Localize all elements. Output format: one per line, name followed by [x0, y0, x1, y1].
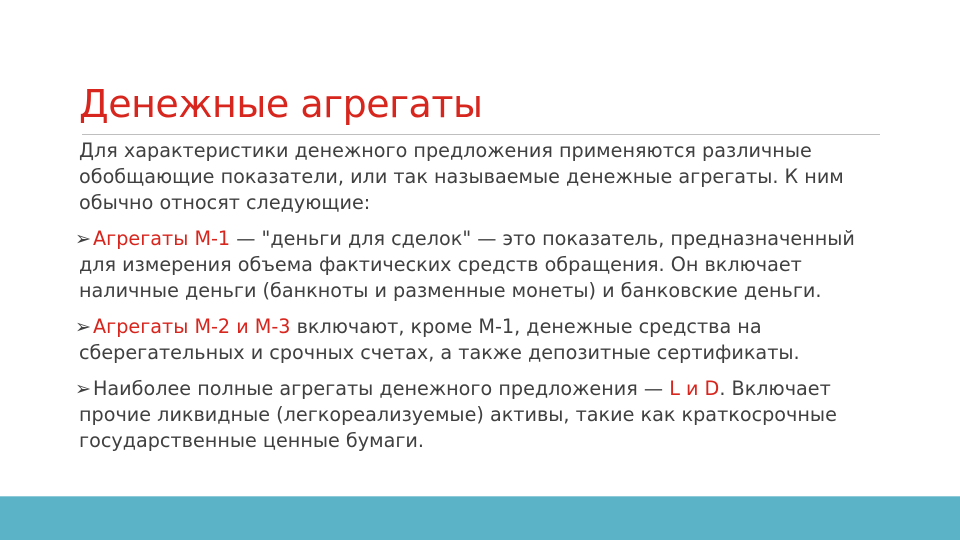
footer-bar	[0, 497, 960, 540]
slide-body	[79, 138, 889, 464]
bullet-text	[79, 314, 889, 366]
bullet-lead: Наиболее полные агрегаты денежного предложения —	[93, 377, 670, 400]
bullet-text	[79, 376, 889, 454]
bullet-item-m2-m3	[79, 314, 889, 366]
bullet-text	[79, 226, 889, 304]
arrow-bullet-icon	[75, 376, 91, 402]
bullet-item-m1	[79, 226, 889, 304]
slide-title: Денежные агрегаты	[79, 82, 483, 126]
bullet-item-l-d	[79, 376, 889, 454]
bullet-rest: — "деньги для сделок" — это показатель, предназначенный для измерения объема фактических средств обращения. Он включает наличные деньги (банкноты и разменные монеты) и банковские деньги.	[79, 227, 855, 302]
bullet-highlight: Агрегаты М-1	[93, 227, 231, 250]
title-divider	[82, 134, 880, 135]
arrow-bullet-icon	[75, 314, 91, 340]
bullet-rest: включают, кроме М-1, денежные средства на сберегательных и срочных счетах, а также депозитные сертификаты.	[79, 315, 800, 364]
arrow-bullet-icon	[75, 226, 91, 252]
bullet-rest: . Включает прочие ликвидные (легкореализуемые) активы, такие как краткосрочные государственные ценные бумаги.	[79, 377, 837, 452]
intro-paragraph: Для характеристики денежного предложения применяются различные обобщающие показатели, или так называемые денежные агрегаты. К ним обычно относят следующие:	[79, 139, 844, 214]
bullet-highlight: L и D	[669, 377, 720, 400]
bullet-highlight: Агрегаты М-2 и М-3	[93, 315, 291, 338]
